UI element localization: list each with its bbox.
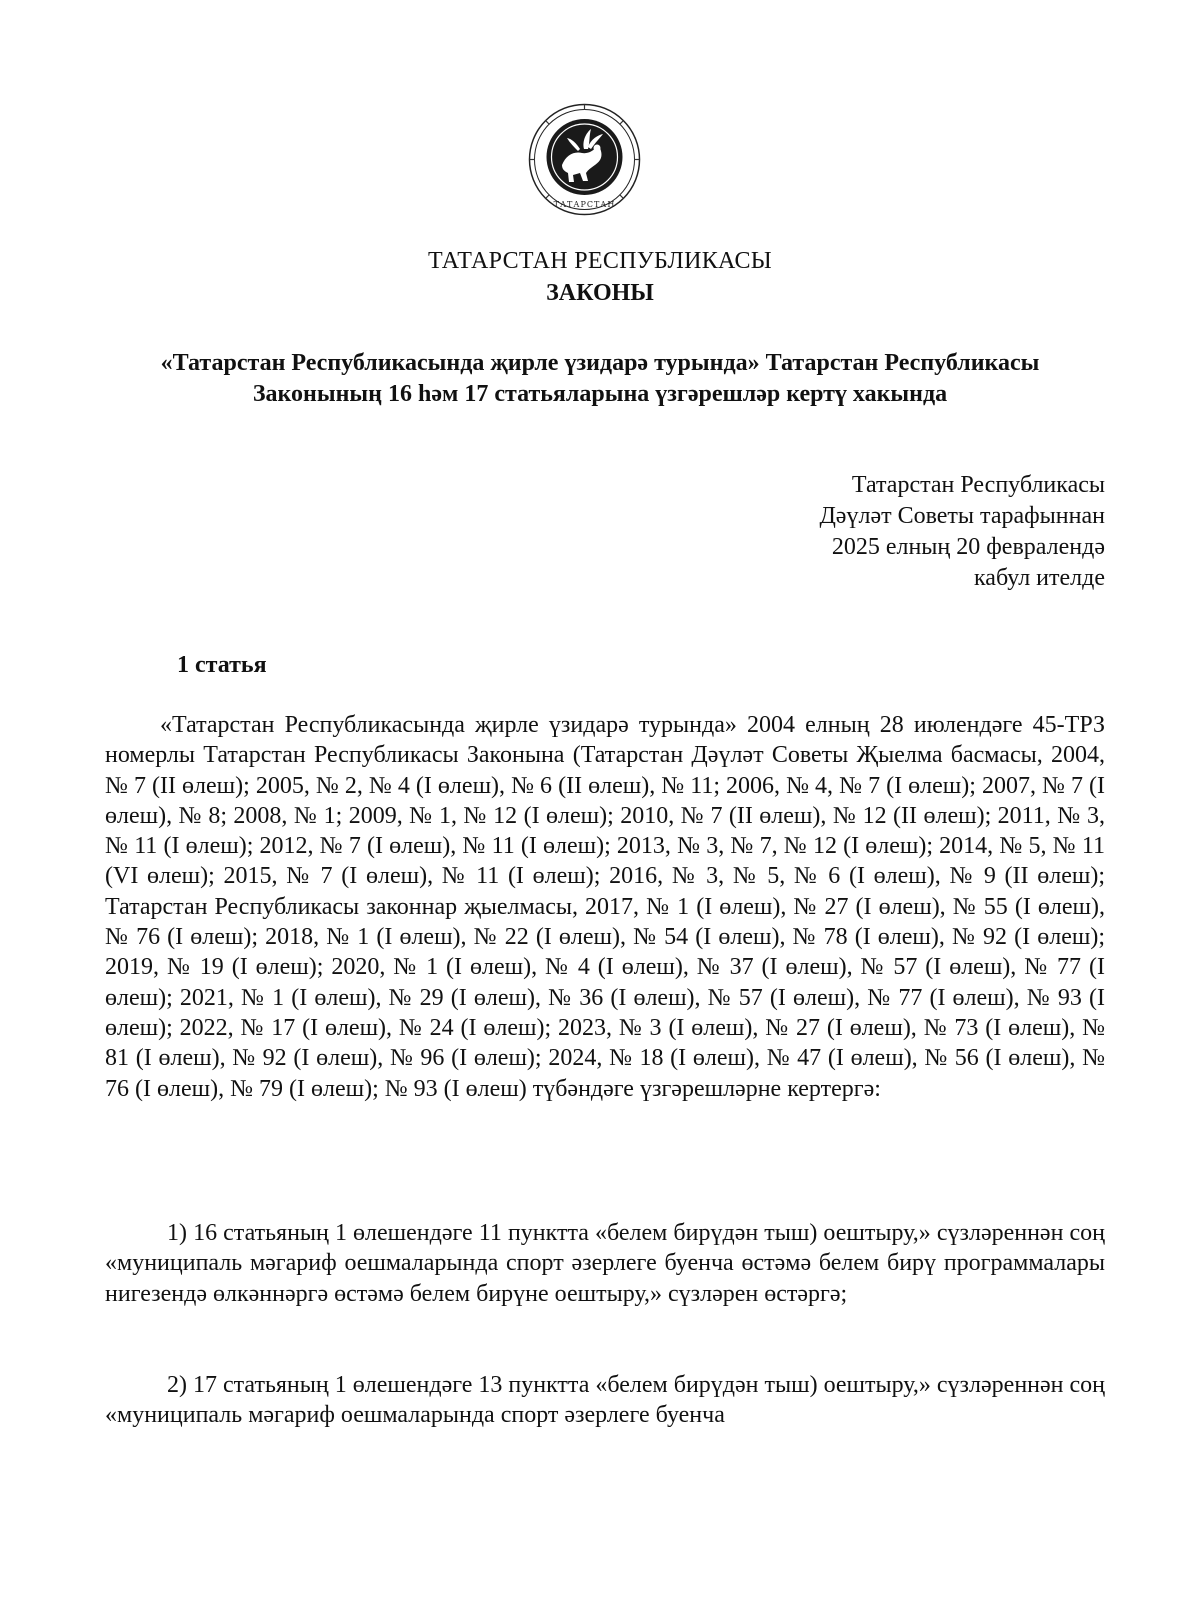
adoption-block xyxy=(685,470,1105,594)
article-item-1: 1) 16 статьяның 1 өлешендәге 11 пунктта «белем бирүдән тыш) оештыру,» сүзләреннән соң «муниципаль мәгариф оешмаларында спорт әзерлеге буенча өстәмә белем бирү программалары нигезендә өлкәннәргә өстәмә белем бирүне оештыру,» сүзләрен өстәргә; xyxy=(105,1220,1105,1307)
article-heading: 1 статья xyxy=(177,652,267,678)
article-item-2: 2) 17 статьяның 1 өлешендәге 13 пунктта «белем бирүдән тыш) оештыру,» сүзләреннән соң «муниципаль мәгариф оешмаларында спорт әзерлеге буенча xyxy=(105,1372,1105,1429)
article-intro-paragraph: «Татарстан Республикасында җирле үзидарә турында» 2004 елның 28 июлендәге 45-ТРЗ номерлы Татарстан Республикасы Законына (Татарстан Дәүләт Советы Җыелма басмасы, 2004, № 7 (II өлеш); 2005, № 2, № 4 (I өлеш), № 6 (II өлеш), № 11; 2006, № 4, № 7 (I өлеш); 2007, № 7 (I өлеш), № 8; 2008, № 1; 2009, № 1, № 12 (I өлеш); 2010, № 7 (II өлеш), № 12 (II өлеш); 2011, № 3, № 11 (I өлеш); 2012, № 7 (I өлеш), № 11 (I өлеш); 2013, № 3, № 7, № 12 (I өлеш); 2014, № 5, № 11 (VI өлеш); 2015, № 7 (I өлеш), № 11 (I өлеш); 2016, № 3, № 5, № 6 (I өлеш), № 9 (II өлеш); Татарстан Республикасы законнар җыелмасы, 2017, № 1 (I өлеш), № 27 (I өлеш), № 55 (I өлеш), № 76 (I өлеш); 2018, № 1 (I өлеш), № 22 (I өлеш), № 54 (I өлеш), № 78 (I өлеш), № 92 (I өлеш); 2019, № 19 (I өлеш); 2020, № 1 (I өлеш), № 4 (I өлеш), № 37 (I өлеш), № 57 (I өлеш), № 77 (I өлеш); 2021, № 1 (I өлеш), № 29 (I өлеш), № 36 (I өлеш), № 57 (I өлеш), № 77 (I өлеш), № 93 (I өлеш); 2022, № 17 (I өлеш), № 24 (I өлеш); 2023, № 3 (I өлеш), № 27 (I өлеш), № 73 (I өлеш), № 81 (I өлеш), № 92 (I өлеш), № 96 (I өлеш); 2024, № 18 (I өлеш), № 47 (I өлеш), № 56 (I өлеш), № 76 (I өлеш), № 79 (I өлеш); № 93 (I өлеш) түбәндәге үзгәрешләрне кертергә: xyxy=(105,712,1105,1102)
adoption-line-1: Татарстан Республикасы xyxy=(851,472,1105,498)
adoption-line-4: кабул ителде xyxy=(974,565,1105,591)
coat-of-arms-icon xyxy=(528,103,641,216)
adoption-line-3: 2025 елның 20 февралендә xyxy=(831,534,1105,560)
republic-heading: ТАТАРСТАН РЕСПУБЛИКАСЫ xyxy=(427,248,773,274)
adoption-line-2: Дәүләт Советы тарафыннан xyxy=(819,503,1105,529)
document-type-heading: ЗАКОНЫ xyxy=(546,280,654,306)
law-title: «Татарстан Республикасында җирле үзидарә турында» Татарстан Республикасы Законының 16 һәм 17 статьяларына үзгәрешләр кертү хакында xyxy=(160,350,1040,407)
emblem-inscription: ТАТАРСТАН xyxy=(553,200,616,209)
